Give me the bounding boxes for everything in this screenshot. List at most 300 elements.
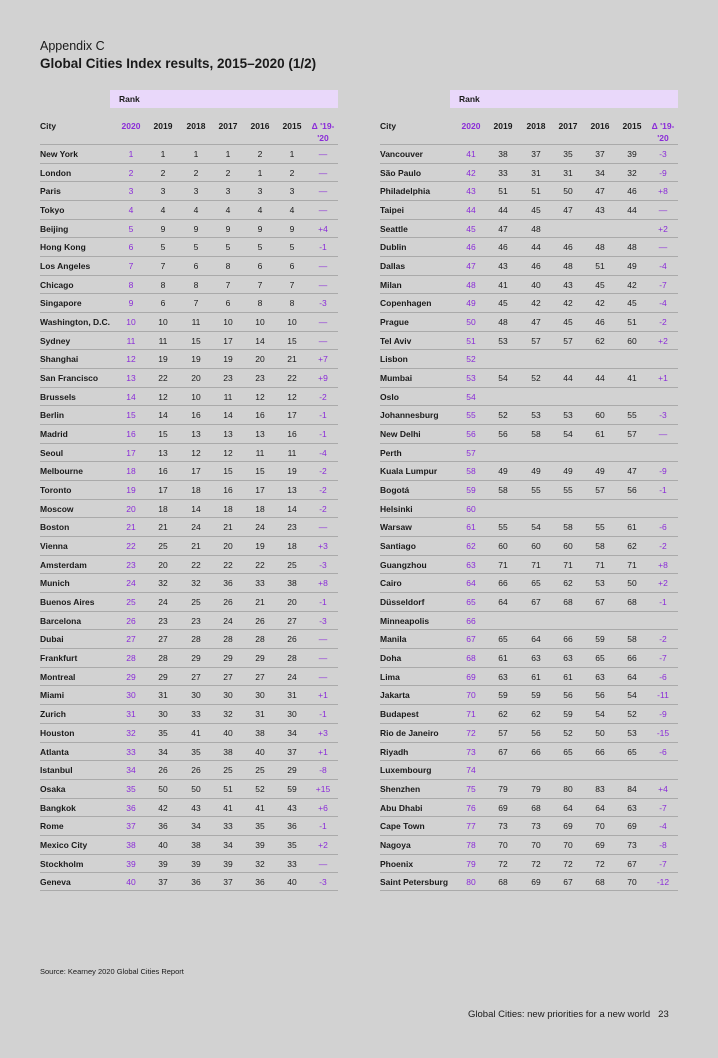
cell-y2016: 45 [595, 279, 605, 290]
cell-y2016: 31 [255, 709, 265, 720]
cell-y2019: 31 [158, 690, 168, 701]
cell-y2017: 72 [563, 858, 573, 869]
table-row [380, 760, 678, 779]
table-body [380, 144, 678, 891]
column-header-row [380, 120, 678, 146]
table-row [380, 219, 678, 238]
cell-y2020: 62 [466, 541, 476, 552]
cell-y2017: 22 [223, 559, 233, 570]
cell-y2015: 29 [287, 765, 297, 776]
cell-y2020: 10 [126, 317, 136, 328]
cell-delta: -6 [659, 671, 667, 682]
cell-y2019: 68 [498, 877, 508, 888]
cell-delta: -1 [319, 410, 327, 421]
city-name: Santiago [380, 541, 416, 552]
cell-y2018: 62 [531, 709, 541, 720]
cell-y2019: 3 [160, 186, 166, 197]
cell-delta: -1 [319, 821, 327, 832]
cell-y2016: 40 [255, 746, 265, 757]
city-name: Washington, D.C. [40, 317, 111, 328]
cell-y2016: 50 [595, 727, 605, 738]
cell-y2015: 3 [289, 186, 295, 197]
cell-y2018: 26 [191, 765, 201, 776]
city-name: Paris [40, 186, 61, 197]
cell-y2017: 71 [563, 559, 573, 570]
cell-y2020: 31 [126, 709, 136, 720]
cell-y2015: 51 [627, 317, 637, 328]
table-row [380, 275, 678, 294]
cell-y2018: 20 [191, 373, 201, 384]
cell-y2015: 45 [627, 298, 637, 309]
table-row [380, 779, 678, 798]
city-name: São Paulo [380, 167, 422, 178]
cell-y2018: 13 [191, 429, 201, 440]
cell-y2017: 59 [563, 709, 573, 720]
cell-y2020: 16 [126, 429, 136, 440]
table-row [40, 592, 338, 611]
cell-y2019: 8 [160, 279, 166, 290]
cell-y2020: 5 [128, 223, 134, 234]
cell-y2019: 49 [498, 466, 508, 477]
cell-y2020: 47 [466, 261, 476, 272]
col-header-y2016: 2016 [590, 121, 610, 131]
cell-y2020: 45 [466, 223, 476, 234]
cell-y2016: 38 [255, 727, 265, 738]
cell-y2020: 61 [466, 522, 476, 533]
cell-y2018: 3 [193, 186, 199, 197]
table-row [40, 368, 338, 387]
cell-y2017: 46 [563, 242, 573, 253]
cell-y2020: 8 [128, 279, 134, 290]
cell-delta: -7 [659, 858, 667, 869]
cell-y2016: 23 [255, 373, 265, 384]
table-row [380, 854, 678, 873]
cell-y2017: 42 [563, 298, 573, 309]
cell-y2020: 32 [126, 727, 136, 738]
table-row [380, 349, 678, 368]
cell-y2020: 70 [466, 690, 476, 701]
cell-y2015: 55 [627, 410, 637, 421]
cell-y2017: 23 [223, 373, 233, 384]
cell-y2017: 67 [563, 877, 573, 888]
city-name: Rome [40, 821, 64, 832]
table-row [40, 685, 338, 704]
cell-y2019: 51 [498, 186, 508, 197]
cell-y2017: 2 [225, 167, 231, 178]
cell-y2017: 43 [563, 279, 573, 290]
city-name: Nagoya [380, 839, 411, 850]
table-row [40, 200, 338, 219]
city-name: San Francisco [40, 373, 99, 384]
cell-y2015: 69 [627, 821, 637, 832]
cell-y2017: 65 [563, 746, 573, 757]
city-name: Riyadh [380, 746, 409, 757]
city-name: Melbourne [40, 466, 83, 477]
cell-y2017: 7 [225, 279, 231, 290]
cell-y2017: 12 [223, 447, 233, 458]
col-header-delta [310, 120, 336, 144]
cell-y2018: 48 [531, 223, 541, 234]
cell-y2019: 44 [498, 205, 508, 216]
cell-delta: -11 [657, 690, 669, 701]
cell-y2015: 66 [627, 653, 637, 664]
col-header-y2018: 2018 [526, 121, 546, 131]
cell-y2015: 30 [287, 709, 297, 720]
cell-y2015: 27 [287, 615, 297, 626]
cell-y2019: 37 [158, 877, 168, 888]
cell-y2016: 12 [255, 391, 265, 402]
cell-delta: +2 [658, 223, 668, 234]
cell-delta: -2 [319, 391, 327, 402]
table-row [380, 872, 678, 891]
cell-delta: +9 [318, 373, 328, 384]
cell-y2016: 2 [257, 149, 263, 159]
cell-delta: -6 [659, 746, 667, 757]
cell-y2019: 25 [158, 541, 168, 552]
cell-delta: +2 [658, 578, 668, 589]
city-name: Moscow [40, 503, 74, 514]
cell-y2017: 4 [225, 205, 231, 216]
cell-y2020: 27 [126, 634, 136, 645]
cell-y2019: 10 [158, 317, 168, 328]
city-name: Milan [380, 279, 402, 290]
cell-y2018: 19 [191, 354, 201, 365]
cell-y2016: 27 [255, 671, 265, 682]
cell-delta: -15 [656, 727, 670, 738]
cell-y2017: 25 [223, 765, 233, 776]
cell-y2015: 62 [627, 541, 637, 552]
cell-y2016: 16 [255, 410, 265, 421]
cell-delta: — [318, 634, 328, 645]
cell-y2020: 37 [126, 821, 136, 832]
table-row [40, 667, 338, 686]
cell-y2018: 33 [191, 709, 201, 720]
city-name: Buenos Aires [40, 597, 95, 608]
cell-y2019: 35 [158, 727, 168, 738]
cell-y2018: 14 [191, 503, 201, 514]
cell-y2019: 15 [158, 429, 168, 440]
cell-y2020: 33 [126, 746, 136, 757]
cell-y2019: 55 [498, 522, 508, 533]
cell-y2016: 54 [595, 709, 605, 720]
table-row [380, 611, 678, 630]
cell-y2018: 59 [531, 690, 541, 701]
cell-y2019: 53 [498, 335, 508, 346]
page-title: Global Cities Index results, 2015–2020 (1/2) [40, 56, 317, 71]
cell-y2019: 24 [158, 597, 168, 608]
cell-y2017: 47 [563, 205, 573, 216]
table-row [380, 723, 678, 742]
table-row [380, 685, 678, 704]
cell-y2018: 57 [531, 335, 541, 346]
table-row [380, 461, 678, 480]
cell-y2020: 13 [126, 373, 136, 384]
cell-delta: -3 [319, 298, 327, 309]
cell-y2016: 39 [255, 839, 265, 850]
table-row [40, 405, 338, 424]
table-row [40, 872, 338, 891]
table-row [40, 499, 338, 518]
table-row [380, 237, 678, 256]
table-row [380, 667, 678, 686]
cell-delta: -4 [319, 447, 327, 458]
cell-delta: -3 [659, 410, 667, 421]
table-row [40, 517, 338, 536]
appendix-label: Appendix C [40, 39, 105, 53]
cell-y2018: 61 [531, 671, 541, 682]
cell-y2020: 68 [466, 653, 476, 664]
cell-y2019: 66 [498, 578, 508, 589]
cell-y2016: 13 [255, 429, 265, 440]
table-row [380, 256, 678, 275]
cell-y2015: 8 [289, 298, 295, 309]
cell-y2020: 77 [466, 821, 476, 832]
cell-y2019: 46 [498, 242, 508, 253]
cell-y2020: 17 [126, 447, 136, 458]
cell-y2017: 15 [223, 466, 233, 477]
city-name: Montreal [40, 671, 76, 682]
cell-delta: +4 [658, 783, 668, 794]
cell-delta: +4 [318, 223, 328, 234]
cell-y2019: 19 [158, 354, 168, 365]
cell-delta: — [318, 167, 328, 178]
page-number: 23 [658, 1009, 669, 1020]
table-row [380, 555, 678, 574]
cell-y2015: 71 [627, 559, 637, 570]
city-name: Minneapolis [380, 615, 430, 626]
cell-delta: -1 [659, 597, 667, 608]
cell-y2015: 67 [627, 858, 637, 869]
cell-y2020: 24 [126, 578, 136, 589]
cell-y2017: 35 [563, 149, 573, 159]
city-name: Lisbon [380, 354, 408, 365]
table-row [40, 424, 338, 443]
city-name: Stockholm [40, 858, 84, 869]
cell-y2020: 30 [126, 690, 136, 701]
cell-y2016: 17 [255, 485, 265, 496]
cell-y2016: 21 [255, 597, 265, 608]
col-header-y2020: 2020 [121, 121, 141, 131]
cell-y2018: 68 [531, 802, 541, 813]
cell-delta: — [318, 671, 328, 682]
cell-y2018: 17 [191, 466, 201, 477]
city-name: Berlin [40, 410, 65, 421]
cell-y2019: 42 [158, 802, 168, 813]
rank-header-bar: Rank [450, 90, 678, 108]
city-name: Dublin [380, 242, 407, 253]
cell-y2020: 15 [126, 410, 136, 421]
col-header-y2019: 2019 [153, 121, 173, 131]
cell-delta: -2 [659, 317, 667, 328]
cell-delta: +8 [658, 186, 668, 197]
cell-delta: — [658, 242, 668, 253]
city-name: Saint Petersburg [380, 877, 449, 888]
cell-y2019: 41 [498, 279, 508, 290]
cell-y2016: 46 [595, 317, 605, 328]
cell-delta: -2 [659, 634, 667, 645]
cell-y2015: 38 [287, 578, 297, 589]
cell-y2016: 9 [257, 223, 263, 234]
cell-y2020: 44 [466, 205, 476, 216]
cell-y2018: 7 [193, 298, 199, 309]
city-name: Tel Aviv [380, 335, 412, 346]
cell-y2015: 73 [627, 839, 637, 850]
city-name: Seattle [380, 223, 408, 234]
cell-y2015: 56 [627, 485, 637, 496]
cell-y2017: 18 [223, 503, 233, 514]
cell-y2016: 29 [255, 653, 265, 664]
cell-y2016: 56 [595, 690, 605, 701]
cell-y2016: 47 [595, 186, 605, 197]
cell-y2017: 32 [223, 709, 233, 720]
cell-y2019: 21 [158, 522, 168, 533]
cell-y2016: 44 [595, 373, 605, 384]
city-name: Tokyo [40, 205, 65, 216]
table-row [40, 387, 338, 406]
city-name: New Delhi [380, 429, 421, 440]
cell-y2020: 53 [466, 373, 476, 384]
col-header-y2015: 2015 [282, 121, 302, 131]
cell-y2017: 20 [223, 541, 233, 552]
cell-y2020: 4 [128, 205, 134, 216]
cell-y2020: 64 [466, 578, 476, 589]
col-header-delta-line1: Δ '19- [651, 121, 675, 131]
cell-y2018: 6 [193, 261, 199, 272]
cell-delta: -1 [319, 597, 327, 608]
cell-delta: — [318, 335, 328, 346]
city-name: Manila [380, 634, 407, 645]
cell-y2019: 62 [498, 709, 508, 720]
cell-delta: — [318, 653, 328, 664]
cell-y2016: 83 [595, 783, 605, 794]
cell-y2020: 2 [128, 167, 134, 178]
cell-y2015: 36 [287, 821, 297, 832]
cell-y2019: 2 [160, 167, 166, 178]
cell-y2019: 71 [498, 559, 508, 570]
cell-y2017: 55 [563, 485, 573, 496]
cell-y2020: 1 [128, 149, 134, 159]
cell-y2020: 28 [126, 653, 136, 664]
cell-delta: +2 [658, 335, 668, 346]
cell-y2017: 44 [563, 373, 573, 384]
cell-y2019: 30 [158, 709, 168, 720]
cell-y2018: 31 [531, 167, 541, 178]
cell-y2016: 19 [255, 541, 265, 552]
table-row [40, 331, 338, 350]
cell-y2020: 60 [466, 503, 476, 514]
cell-delta: -3 [319, 877, 327, 888]
city-name: Vancouver [380, 149, 423, 159]
cell-y2016: 59 [595, 634, 605, 645]
cell-y2015: 39 [627, 149, 637, 159]
cell-delta: +7 [318, 354, 328, 365]
cell-y2017: 24 [223, 615, 233, 626]
cell-y2019: 45 [498, 298, 508, 309]
city-name: Shanghai [40, 354, 79, 365]
cell-y2016: 15 [255, 466, 265, 477]
cell-y2018: 60 [531, 541, 541, 552]
city-name: Taipei [380, 205, 404, 216]
cell-delta: -1 [659, 485, 667, 496]
cell-y2020: 19 [126, 485, 136, 496]
cell-y2018: 29 [191, 653, 201, 664]
cell-y2016: 66 [595, 746, 605, 757]
city-name: Miami [40, 690, 65, 701]
cell-delta: +8 [658, 559, 668, 570]
cell-y2019: 43 [498, 261, 508, 272]
table-row [380, 368, 678, 387]
cell-y2018: 35 [191, 746, 201, 757]
cell-y2015: 16 [287, 429, 297, 440]
table-row [380, 517, 678, 536]
cell-delta: -7 [659, 802, 667, 813]
cell-delta: +1 [658, 373, 668, 384]
cell-y2019: 59 [498, 690, 508, 701]
table-row [40, 835, 338, 854]
cell-y2019: 54 [498, 373, 508, 384]
cell-delta: +1 [318, 690, 328, 701]
cell-y2016: 69 [595, 839, 605, 850]
cell-y2018: 63 [531, 653, 541, 664]
cell-y2020: 74 [466, 765, 476, 776]
table-row [380, 629, 678, 648]
city-name: Madrid [40, 429, 68, 440]
cell-delta: -2 [659, 541, 667, 552]
table-row [40, 443, 338, 462]
cell-y2016: 33 [255, 578, 265, 589]
cell-y2018: 25 [191, 597, 201, 608]
cell-y2019: 17 [158, 485, 168, 496]
cell-delta: — [318, 261, 328, 272]
cell-y2020: 48 [466, 279, 476, 290]
cell-y2020: 7 [128, 261, 134, 272]
cell-y2020: 43 [466, 186, 476, 197]
table-row [40, 219, 338, 238]
cell-y2018: 50 [191, 783, 201, 794]
cell-y2015: 40 [287, 877, 297, 888]
cell-y2016: 41 [255, 802, 265, 813]
cell-y2018: 73 [531, 821, 541, 832]
cell-y2015: 6 [289, 261, 295, 272]
city-name: Mexico City [40, 839, 88, 850]
city-name: Geneva [40, 877, 71, 888]
cell-y2016: 53 [595, 578, 605, 589]
cell-delta: -2 [319, 503, 327, 514]
cell-y2018: 69 [531, 877, 541, 888]
cell-y2017: 64 [563, 802, 573, 813]
cell-y2019: 1 [160, 149, 166, 159]
cell-y2016: 26 [255, 615, 265, 626]
city-name: Atlanta [40, 746, 69, 757]
city-name: Oslo [380, 391, 399, 402]
cell-y2016: 43 [595, 205, 605, 216]
publication-title: Global Cities: new priorities for a new world [468, 1009, 651, 1020]
col-header-y2018: 2018 [186, 121, 206, 131]
table-row [380, 387, 678, 406]
cell-y2015: 53 [627, 727, 637, 738]
cell-y2018: 72 [531, 858, 541, 869]
cell-y2016: 34 [595, 167, 605, 178]
table-row [380, 835, 678, 854]
cell-y2016: 63 [595, 671, 605, 682]
cell-y2018: 34 [191, 821, 201, 832]
cell-y2015: 63 [627, 802, 637, 813]
cell-y2018: 39 [191, 858, 201, 869]
cell-y2015: 5 [289, 242, 295, 253]
cell-y2019: 48 [498, 317, 508, 328]
cell-y2019: 33 [498, 167, 508, 178]
city-name: Budapest [380, 709, 419, 720]
